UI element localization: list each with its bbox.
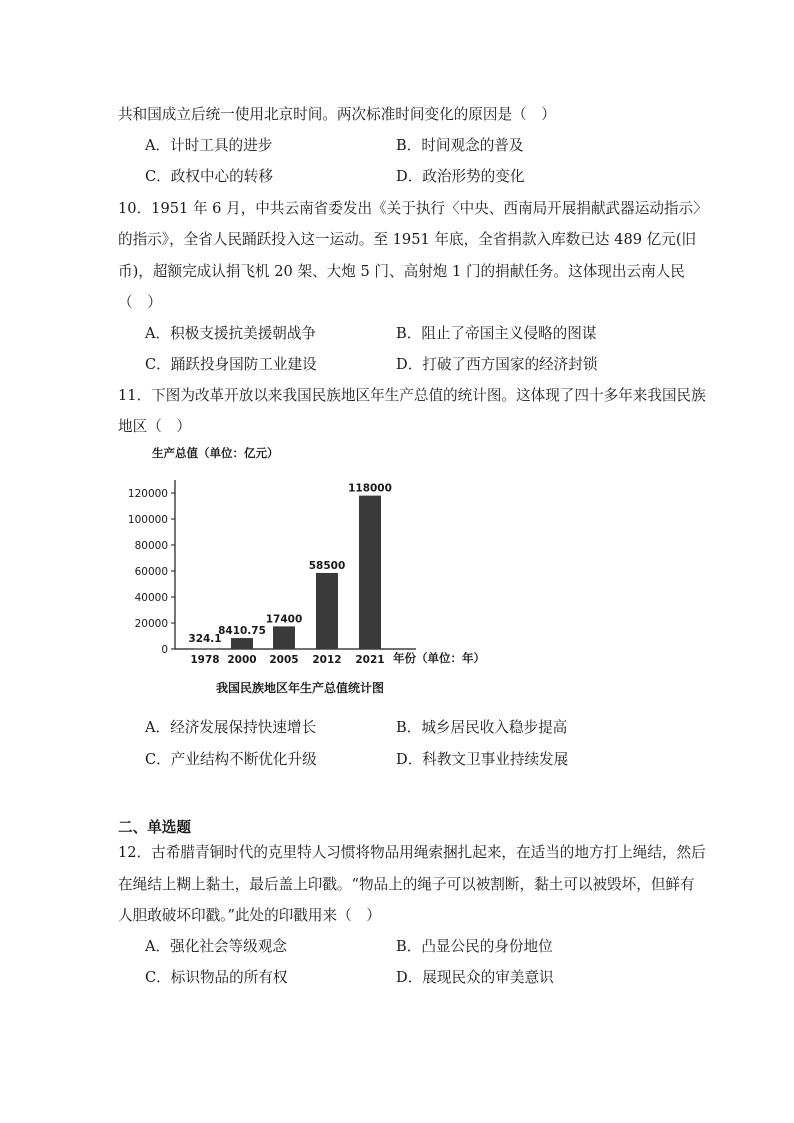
q12-stem-line-3: 人胆敢破坏印戳。”此处的印戳用来（ ） (118, 907, 381, 924)
y-tick-label: 120000 (127, 488, 168, 500)
q10-option-d[interactable]: D．打破了西方国家的经济封锁 (396, 356, 598, 373)
q12-option-b[interactable]: B．凸显公民的身份地位 (396, 938, 553, 955)
y-tick-label: 40000 (134, 592, 168, 604)
q11-stem-line-2: 地区（ ） (118, 418, 191, 435)
bar-value-label: 118000 (348, 482, 392, 495)
q11-option-d[interactable]: D．科教文卫事业持续发展 (396, 751, 569, 768)
q9-option-b[interactable]: B．时间观念的普及 (396, 137, 524, 154)
q12-option-d[interactable]: D．展现民众的审美意识 (396, 969, 554, 986)
bar-1978 (194, 649, 216, 650)
bar-2005 (273, 626, 295, 649)
bar-2012 (316, 573, 338, 649)
q9-option-c[interactable]: C．政权中心的转移 (145, 168, 273, 185)
bar-2021 (359, 496, 381, 649)
q10-stem-line-4: （ ） (118, 294, 162, 311)
q10-option-c[interactable]: C．踊跃投身国防工业建设 (145, 356, 317, 373)
q11-option-c[interactable]: C．产业结构不断优化升级 (145, 751, 317, 768)
y-tick-label: 80000 (134, 540, 168, 552)
q10-stem-line-3: 币)，超额完成认捐飞机 20 架、大炮 5 门、高射炮 1 门的捐献任务。这体现出云南人民 (118, 263, 685, 280)
q12-option-c[interactable]: C．标识物品的所有权 (145, 969, 288, 986)
q9-option-d[interactable]: D．政治形势的变化 (396, 168, 525, 185)
q12-option-a[interactable]: A．强化社会等级观念 (145, 938, 287, 955)
bar-value-label: 17400 (265, 613, 303, 626)
chart-ylabel: 生产总值（单位：亿元） (152, 446, 279, 460)
q10-option-b[interactable]: B．阻止了帝国主义侵略的图谋 (396, 325, 597, 342)
q11-option-a[interactable]: A．经济发展保持快速增长 (145, 719, 317, 736)
x-tick-label: 2005 (269, 654, 299, 666)
q11-stem-line-1: 11．下图为改革开放以来我国民族地区年生产总值的统计图。这体现了四十多年来我国民族 (118, 387, 706, 404)
chart-xlabel: 年份（单位：年） (393, 651, 485, 665)
q10-option-a[interactable]: A．积极支援抗美援朝战争 (145, 325, 317, 342)
x-tick-label: 2021 (355, 654, 385, 666)
x-tick-label: 2012 (312, 654, 342, 666)
chart-title: 我国民族地区年生产总值统计图 (216, 681, 385, 695)
q10-stem-line-1: 10．1951 年 6 月，中共云南省委发出《关于执行〈中央、西南局开展捐献武器运动指示〉 (118, 200, 708, 217)
q12-stem-line-1: 12．古希腊青铜时代的克里特人习惯将物品用绳索捆扎起来，在适当的地方打上绳结，然后 (118, 844, 706, 861)
x-tick-label: 2000 (227, 654, 257, 666)
x-tick-label: 1978 (190, 654, 220, 666)
y-tick-label: 20000 (134, 618, 168, 630)
section-heading: 二、单选题 (118, 819, 191, 836)
bar-value-label: 324.1 (188, 633, 222, 645)
q9-option-a[interactable]: A．计时工具的进步 (145, 137, 273, 154)
gdp-bar-chart (120, 440, 500, 700)
y-tick-label: 100000 (127, 514, 168, 526)
bar-value-label: 8410.75 (218, 625, 266, 638)
y-tick-label: 60000 (134, 566, 168, 578)
bar-value-label: 58500 (308, 559, 346, 572)
q10-stem-line-2: 的指示》，全省人民踊跃投入这一运动。至 1951 年底，全省捐款入库数已达 489 亿元(旧 (118, 231, 697, 248)
q12-stem-line-2: 在绳结上糊上黏土，最后盖上印戳。“物品上的绳子可以被割断，黏土可以被毁坏，但鲜有 (118, 876, 695, 893)
y-tick-label: 0 (161, 644, 168, 656)
bar-2000 (231, 638, 253, 649)
q11-option-b[interactable]: B．城乡居民收入稳步提高 (396, 719, 568, 736)
q9-stem: 共和国成立后统一使用北京时间。两次标准时间变化的原因是（ ） (118, 106, 556, 123)
